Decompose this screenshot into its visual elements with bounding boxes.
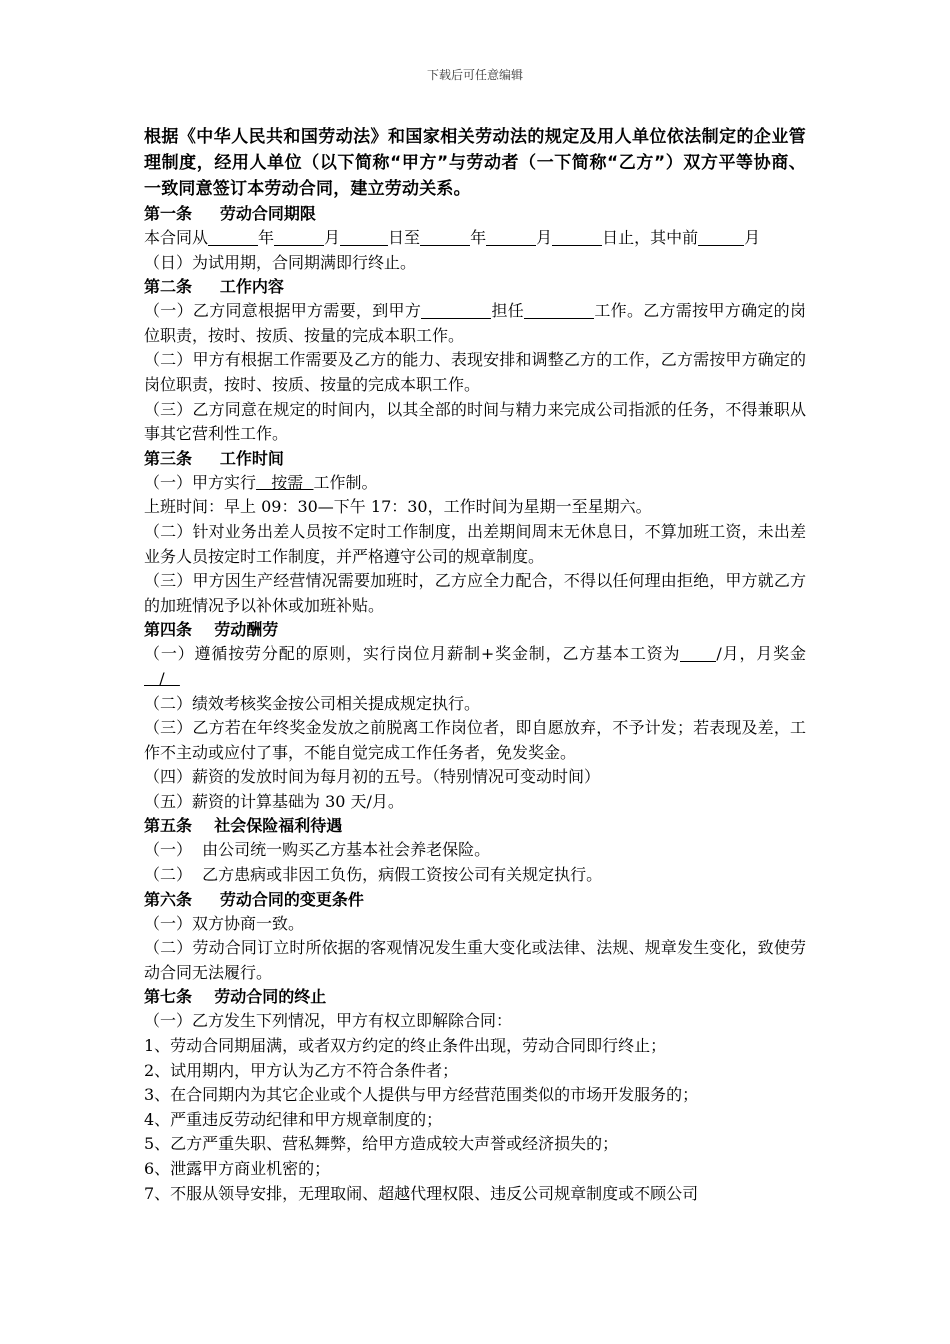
blank-start-day[interactable]: [340, 229, 388, 246]
term-text-8: 月: [744, 228, 761, 247]
blank-department[interactable]: [421, 302, 491, 319]
article-2-clause-3: （三）乙方同意在规定的时间内，以其全部的时间与精力来完成公司指派的任务，不得兼职从事其它营利性工作。: [144, 399, 806, 444]
article-3-clause-1: [144, 471, 806, 496]
article-7-heading: 第七条 劳动合同的终止: [144, 987, 327, 1007]
article-3-work-hours: 上班时间：早上 09：30—下午 17：30，工作时间为星期一至星期六。: [144, 497, 652, 517]
clause-text: （一）遵循按劳分配的原则，实行岗位月薪制+奖金制，乙方基本工资为: [144, 644, 681, 664]
clause-text: 工作。乙方需按甲方确定的岗位职责，按时、按质、按量的完成本职工作。: [144, 301, 806, 345]
article-6-heading: 第六条 劳动合同的变更条件: [144, 889, 364, 909]
article-4-heading: 第四条 劳动酬劳: [144, 620, 279, 640]
article-1-heading: 第一条 劳动合同期限: [144, 204, 316, 223]
blank-start-year[interactable]: [208, 229, 258, 246]
article-1-term-line: [144, 226, 806, 251]
article-4-clause-5: （五）薪资的计算基础为 30 天/月。: [144, 791, 404, 811]
page-header-note: 下载后可任意编辑: [426, 68, 523, 82]
term-text-7: 日止，其中前: [602, 228, 699, 247]
blank-end-day[interactable]: [552, 229, 602, 246]
article-5-clause-1: （一） 由公司统一购买乙方基本社会养老保险。: [144, 840, 491, 860]
term-text-1: 本合同从: [144, 228, 209, 247]
article-2-clause-2: （二）甲方有根据工作需要及乙方的能力、表现安排和调整乙方的工作，乙方需按甲方确定的岗位职责，按时、按质、按量的完成本职工作。: [144, 350, 806, 394]
work-system-value: 按需: [256, 472, 314, 492]
blank-end-year[interactable]: [420, 229, 470, 246]
term-text-6: 月: [536, 228, 553, 247]
article-7-item: 3、在合同期内为其它企业或个人提供与甲方经营范围类似的市场开发服务的；: [144, 1085, 699, 1105]
article-5-heading: 第五条 社会保险福利待遇: [144, 816, 343, 836]
term-text-2: 年: [258, 228, 275, 247]
clause-text: 担任: [491, 301, 525, 321]
clause-text: （一）乙方同意根据甲方需要，到甲方: [144, 301, 422, 321]
article-6-clause-1: （一）双方协商一致。: [144, 913, 305, 933]
article-3-heading: 第三条 工作时间: [144, 448, 284, 468]
article-7-item: 1、劳动合同期届满，或者双方约定的终止条件出现，劳动合同即行终止；: [144, 1036, 667, 1056]
article-6-clause-2: （二）劳动合同订立时所依据的客观情况发生重大变化或法律、法规、规章发生变化，致使劳动合同无法履行。: [144, 938, 806, 982]
article-1-probation: （日）为试用期，合同期满即行终止。: [144, 252, 417, 272]
article-4-clause-2: （二）绩效考核奖金按公司相关提成规定执行。: [144, 693, 481, 713]
blank-start-month[interactable]: [274, 229, 324, 246]
clause-text: 月，月奖金: [721, 644, 806, 664]
article-5-clause-2: （二） 乙方患病或非因工负伤，病假工资按公司有关规定执行。: [144, 865, 603, 885]
article-4-clause-4: （四）薪资的发放时间为每月初的五号。（特别情况可变动时间）: [144, 767, 601, 787]
article-4-clause-1: [144, 642, 806, 691]
article-2-heading: 第二条 工作内容: [144, 277, 284, 297]
blank-end-month[interactable]: [486, 229, 536, 246]
bonus-value: /: [144, 668, 180, 688]
blank-base-salary[interactable]: [680, 645, 716, 662]
article-2-clause-1: [144, 299, 806, 348]
article-4-clause-3: （三）乙方若在年终奖金发放之前脱离工作岗位者，即自愿放弃，不予计发；若表现及差，工作不主动或应付了事，不能自觉完成工作任务者，免发奖金。: [144, 718, 806, 762]
article-7-item: 2、试用期内，甲方认为乙方不符合条件者；: [144, 1060, 459, 1080]
clause-text: /: [716, 644, 722, 664]
contract-body: [144, 124, 806, 1206]
article-3-clause-2: （二）针对业务出差人员按不定时工作制度，出差期间周末无休息日，不算加班工资，未出差业务人员按定时工作制度，并严格遵守公司的规章制度。: [144, 521, 806, 566]
term-text-3: 月: [324, 228, 341, 247]
article-7-item: 6、泄露甲方商业机密的；: [144, 1159, 331, 1178]
blank-probation-months[interactable]: [698, 229, 744, 246]
article-7-item: 4、严重违反劳动纪律和甲方规章制度的；: [144, 1109, 443, 1129]
article-3-clause-3: （三）甲方因生产经营情况需要加班时，乙方应全力配合，不得以任何理由拒绝，甲方就乙方的加班情况予以补休或加班补贴。: [144, 571, 806, 615]
article-7-clause-1: （一）乙方发生下列情况，甲方有权立即解除合同：: [144, 1011, 513, 1031]
article-7-item: 5、乙方严重失职、营私舞弊，给甲方造成较大声誉或经济损失的；: [144, 1134, 619, 1154]
clause-text: 工作制。: [313, 472, 378, 492]
clause-text: （一）甲方实行: [144, 472, 257, 492]
contract-intro: 根据《中华人民共和国劳动法》和国家相关劳动法的规定及用人单位依法制定的企业管理制度，经用人单位（以下简称“甲方”与劳动者（一下简称“乙方”）双方平等协商、一致同意签订本劳动合同，建立劳动关系。: [144, 127, 806, 199]
term-text-4: 日至: [388, 228, 421, 247]
article-7-item: 7、不服从领导安排，无理取闹、超越代理权限、违反公司规章制度或不顾公司: [144, 1183, 699, 1203]
blank-position[interactable]: [524, 302, 594, 319]
term-text-5: 年: [470, 228, 487, 247]
